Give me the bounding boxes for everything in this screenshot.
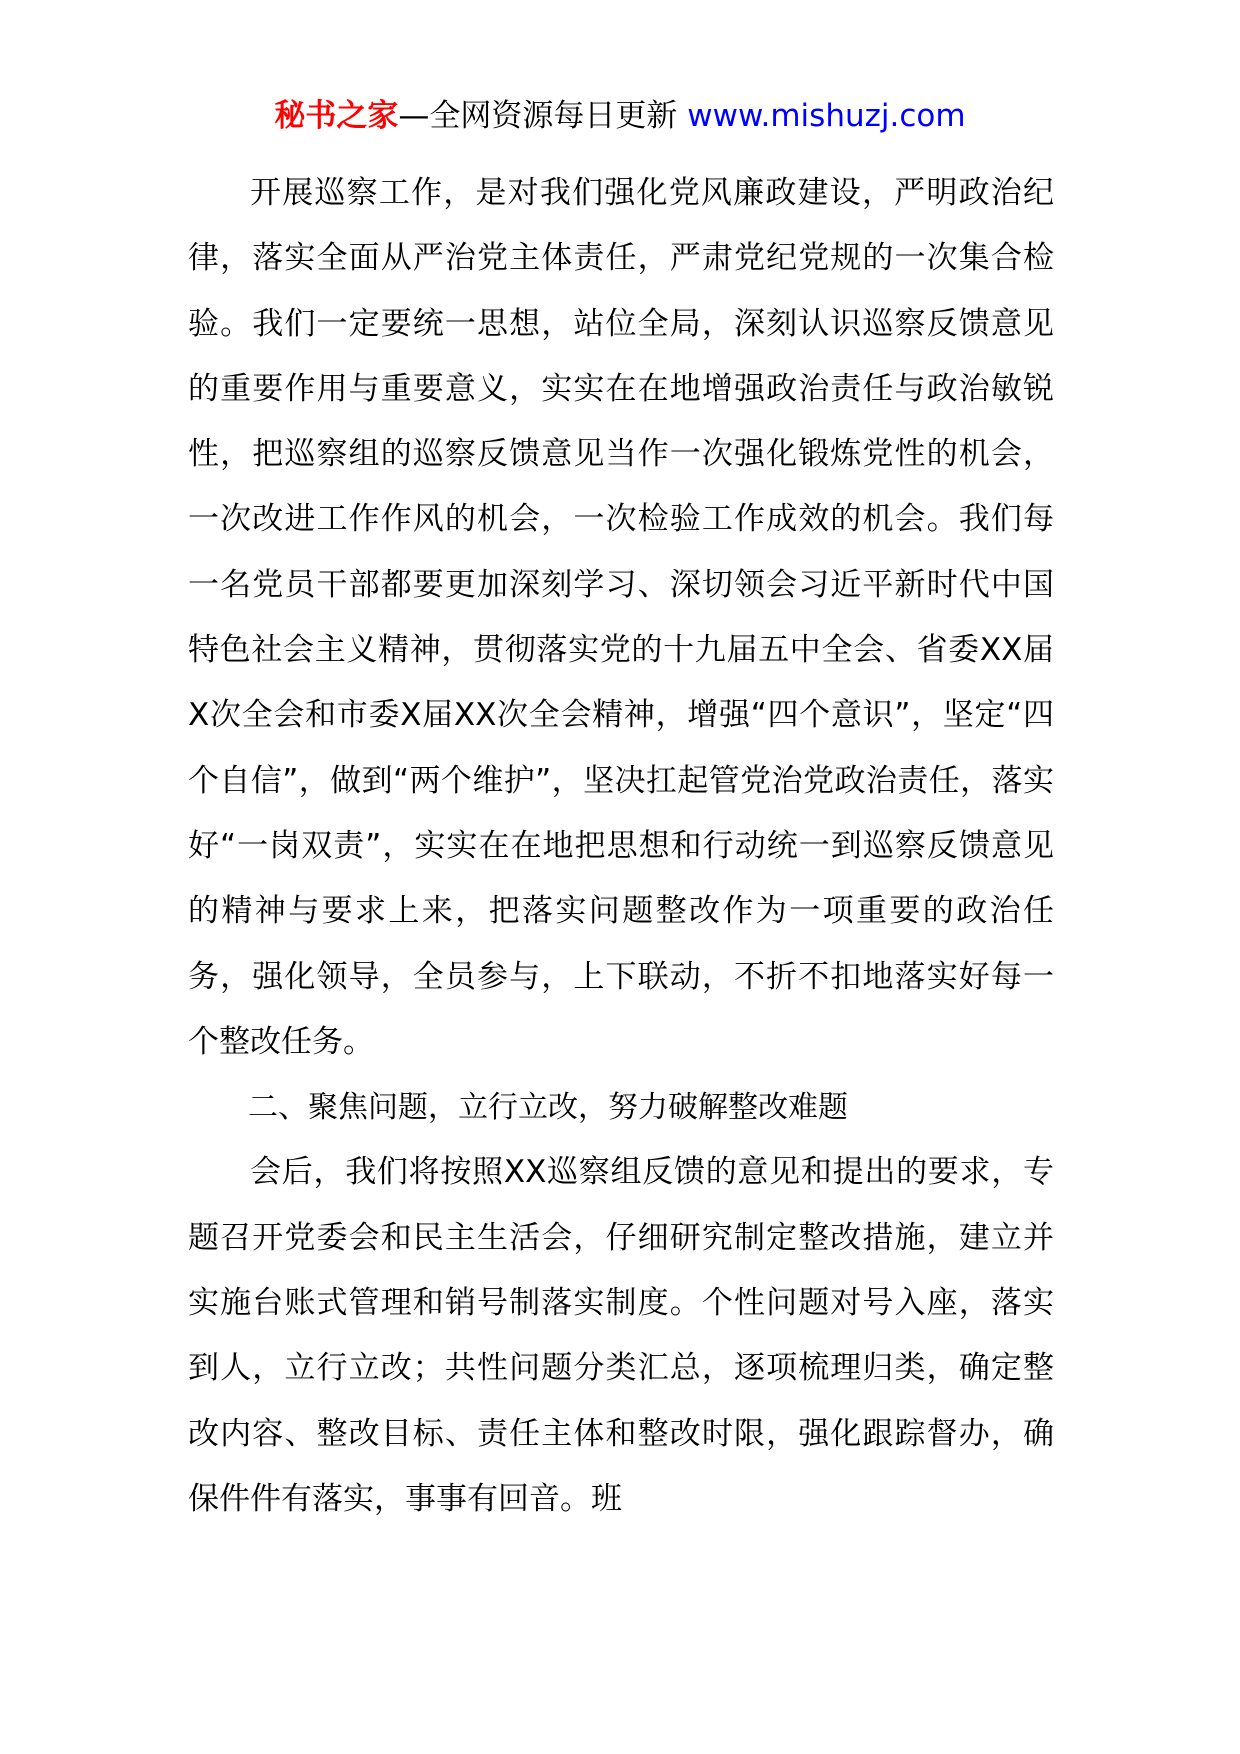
site-url-link[interactable]: www.mishuzj.com — [687, 98, 966, 134]
body-paragraph: 会后，我们将按照XX巡察组反馈的意见和提出的要求，专题召开党委会和民主生活会，仔细研究制定整改措施，建立并实施台账式管理和销号制落实制度。个性问题对号入座，落实到人，立行立改；共性问题分类汇总，逐项梳理归类，确定整改内容、整改目标、责任主体和整改时限，强化跟踪督办，确保件件有落实，事事有回音。班 — [188, 1154, 1054, 1517]
brand-name: 秘书之家 — [274, 98, 399, 134]
document-body — [188, 161, 1054, 1532]
section-heading: 二、聚焦问题，立行立改，努力破解整改难题 — [248, 1090, 848, 1126]
body-paragraph: 开展巡察工作，是对我们强化党风廉政建设，严明政治纪律，落实全面从严治党主体责任，严肃党纪党规的一次集合检验。我们一定要统一思想，站位全局，深刻认识巡察反馈意见的重要作用与重要意义，实实在在地增强政治责任与政治敏锐性，把巡察组的巡察反馈意见当作一次强化锻炼党性的机会，一次改进工作作风的机会，一次检验工作成效的机会。我们每一名党员干部都要更加深刻学习、深切领会习近平新时代中国特色社会主义精神，贯彻落实党的十九届五中全会、省委XX届X次全会和市委X届XX次全会精神，增强“四个意识”，坚定“四个自信”，做到“两个维护”，坚决扛起管党治党政治责任，落实好“一岗双责”，实实在在地把思想和行动统一到巡察反馈意见的精神与要求上来，把落实问题整改作为一项重要的政治任务，强化领导，全员参与，上下联动，不折不扣地落实好每一个整改任务。 — [188, 175, 1054, 1060]
page-header — [0, 96, 1240, 136]
header-tagline: —全网资源每日更新 — [398, 98, 678, 134]
